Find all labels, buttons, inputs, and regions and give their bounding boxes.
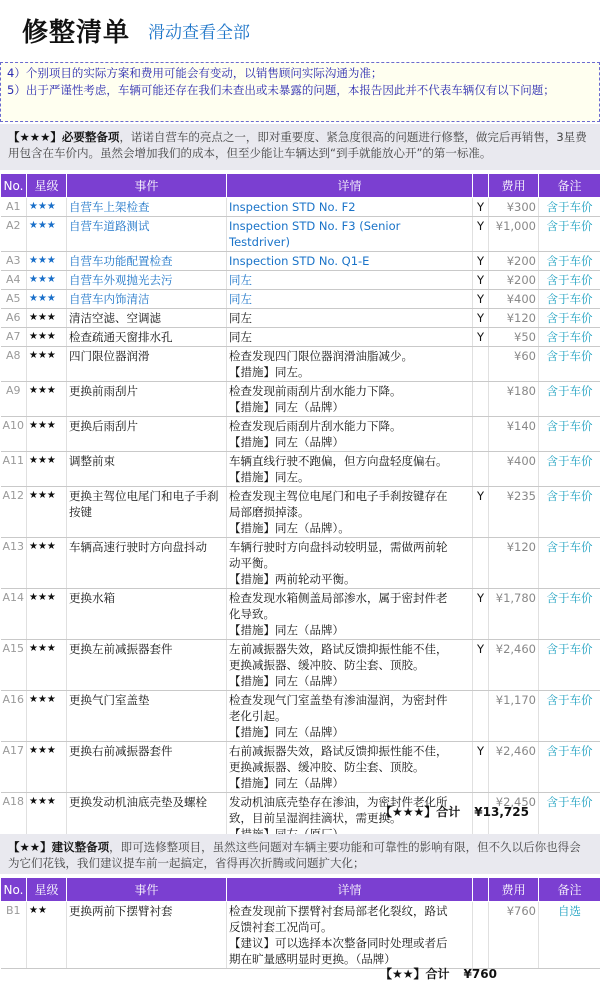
note-label[interactable]: 含于车价 [539,382,600,417]
detail-cell [227,347,473,382]
table-row [1,538,600,589]
flag-y: Y [473,271,489,290]
fee-value: ¥2,460 [489,640,539,691]
table-row [1,198,600,217]
row-number: A9 [1,382,27,417]
detail-line: 发动机油底壳垫存在渗油，为密封件老化所 [229,795,448,809]
star-rating: ★★★ [27,487,67,538]
table-header-row [1,878,600,902]
detail-cell [227,902,473,969]
detail-cell [227,382,473,417]
detail-line: 检查发现后雨刮片刮水能力下降。 [229,419,402,433]
note-label[interactable]: 含于车价 [539,640,600,691]
flag-y [473,691,489,742]
detail-line: 更换减振器、缓冲胶、防尘套、顶胶。 [229,658,425,672]
flag-y: Y [473,198,489,217]
fee-value: ¥180 [489,382,539,417]
detail-line: 【措施】同左（品牌） [229,435,344,449]
table-row [1,487,600,538]
row-number: A11 [1,452,27,487]
event-name[interactable]: 自营车内饰清洁 [67,290,227,309]
flag-y [473,417,489,452]
detail-cell [227,538,473,589]
note-label[interactable]: 含于车价 [539,452,600,487]
col-star: 星级 [27,174,67,198]
note-label[interactable]: 含于车价 [539,252,600,271]
table-row [1,902,600,969]
star-rating: ★★★ [27,589,67,640]
star-rating: ★★★ [27,271,67,290]
event-name: 清洁空滤、空调滤 [67,309,227,328]
detail-line: 【措施】同左（品牌） [229,674,344,688]
fee-value: ¥140 [489,417,539,452]
flag-y: Y [473,487,489,538]
row-number: A12 [1,487,27,538]
star-rating: ★★★ [27,417,67,452]
detail-cell [227,217,473,252]
star-rating: ★★★ [27,793,67,844]
col-fee: 费用 [489,878,539,902]
detail-line: 检查发现气门室盖垫有渗油湿润，为密封件 [229,693,448,707]
fee-value: ¥60 [489,347,539,382]
detail-line: 局部磨损掉漆。 [229,505,310,519]
event-name: 更换左前减振器套件 [67,640,227,691]
detail-line: 致，目前呈湿润挂滴状，需更换。 [229,811,402,825]
detail-line: 车辆直线行驶不跑偏，但方向盘轻度偏右。 [229,454,448,468]
scroll-hint-link[interactable]: 滑动查看全部 [148,22,251,43]
event-name: 更换水箱 [67,589,227,640]
detail-line: Inspection STD No. F3 (Senior [229,219,401,233]
note-label[interactable]: 含于车价 [539,538,600,589]
col-star: 星级 [27,878,67,902]
event-name: 检查疏通天窗排水孔 [67,328,227,347]
section1-intro-title: 【★★★】必要整备项 [8,130,120,144]
section2-total [380,965,600,982]
detail-line: 【措施】同左。 [229,365,310,379]
flag-y [473,538,489,589]
note-label[interactable]: 含于车价 [539,793,600,844]
detail-line: 【措施】同左。 [229,470,310,484]
event-name[interactable]: 自营车功能配置检查 [67,252,227,271]
note-label[interactable]: 含于车价 [539,691,600,742]
star-rating: ★★★ [27,328,67,347]
col-detail: 详情 [227,174,473,198]
detail-line: 同左 [229,273,252,287]
table-row [1,640,600,691]
table-row [1,742,600,793]
fee-value: ¥120 [489,309,539,328]
col-flag [473,878,489,902]
col-note: 备注 [539,878,600,902]
table-row [1,452,600,487]
col-event: 事件 [67,174,227,198]
flag-y: Y [473,742,489,793]
detail-line: 老化引起。 [229,709,287,723]
note-label[interactable]: 含于车价 [539,742,600,793]
row-number: A8 [1,347,27,382]
note-label[interactable]: 含于车价 [539,589,600,640]
star-rating: ★★★ [27,290,67,309]
event-name: 更换发动机油底壳垫及螺栓 [67,793,227,844]
flag-y: Y [473,589,489,640]
note-label[interactable]: 含于车价 [539,347,600,382]
fee-value: ¥1,170 [489,691,539,742]
fee-value: ¥2,460 [489,742,539,793]
table-row [1,328,600,347]
detail-cell [227,742,473,793]
section2-intro [0,834,600,874]
detail-line: 检查发现前下摆臂衬套局部老化裂纹，路试 [229,904,448,918]
row-number: A4 [1,271,27,290]
table-row [1,309,600,328]
detail-line: 反馈衬套工况尚可。 [229,920,333,934]
note-5: 5）出于严谨性考虑，车辆可能还存在我们未查出或未暴露的问题，本报告因此并不代表车辆仅有以下问题； [7,83,555,97]
note-label[interactable]: 含于车价 [539,271,600,290]
flag-y: Y [473,309,489,328]
detail-line: 【措施】同左（品牌）。 [229,521,350,535]
star-rating: ★★★ [27,382,67,417]
section2-total-label: 【★★】合计 [380,967,450,981]
col-note: 备注 [539,174,600,198]
row-number: A15 [1,640,27,691]
note-4: 4）个别项目的实际方案和费用可能会有变动，以销售顾问实际沟通为准； [7,66,383,80]
fee-value: ¥120 [489,538,539,589]
star-rating: ★★★ [27,742,67,793]
section1-intro [0,124,600,170]
flag-y [473,382,489,417]
col-event: 事件 [67,878,227,902]
detail-line: 动平衡。 [229,556,275,570]
star-rating: ★★★ [27,309,67,328]
event-name: 更换气门室盖垫 [67,691,227,742]
event-name: 更换右前减振器套件 [67,742,227,793]
star-rating: ★★★ [27,198,67,217]
detail-line: 同左 [229,330,252,344]
flag-y [473,347,489,382]
event-name: 更换两前下摆臂衬套 [67,902,227,969]
event-name[interactable]: 自营车道路测试 [67,217,227,252]
row-number: A6 [1,309,27,328]
detail-line: 【措施】同左（品牌） [229,725,344,739]
col-fee: 费用 [489,174,539,198]
star-rating: ★★★ [27,691,67,742]
star-rating: ★★★ [27,640,67,691]
note-label[interactable]: 含于车价 [539,417,600,452]
table-row [1,271,600,290]
table-header-row [1,174,600,198]
flag-y: Y [473,290,489,309]
detail-line: 【建议】可以选择本次整备同时处理或者后 [229,936,448,950]
detail-cell [227,452,473,487]
star-rating: ★★★ [27,252,67,271]
detail-line: Testdriver) [229,235,290,249]
table-row [1,217,600,252]
detail-cell [227,290,473,309]
row-number: A3 [1,252,27,271]
optional-items-table [0,877,600,969]
star-rating: ★★★ [27,347,67,382]
detail-line: 期在旷量感明显时更换。（品牌） [229,952,396,966]
table-row [1,252,600,271]
row-number: B1 [1,902,27,969]
detail-cell [227,691,473,742]
event-name: 更换主驾位电尾门和电子手刹按键 [67,487,227,538]
detail-line: Inspection STD No. Q1-E [229,254,370,268]
detail-line: 左前减振器失效，路试反馈抑振性能不佳， [229,642,448,656]
detail-line: Inspection STD No. F2 [229,200,356,214]
detail-cell [227,252,473,271]
note-label[interactable]: 含于车价 [539,217,600,252]
detail-line: 同左 [229,292,252,306]
section1-total [380,803,600,820]
detail-cell [227,309,473,328]
event-name: 四门限位器润滑 [67,347,227,382]
flag-y: Y [473,640,489,691]
note-label[interactable]: 含于车价 [539,487,600,538]
row-number: A2 [1,217,27,252]
event-name: 更换前雨刮片 [67,382,227,417]
fee-value: ¥1,780 [489,589,539,640]
notes-box [0,62,600,122]
col-detail: 详情 [227,878,473,902]
detail-line: 【措施】同左（品牌） [229,776,344,790]
fee-value: ¥1,000 [489,217,539,252]
detail-line: 【措施】两前轮动平衡。 [229,572,356,586]
flag-y [473,452,489,487]
table-row [1,589,600,640]
section2-total-value: ¥760 [463,967,497,981]
event-name: 更换后雨刮片 [67,417,227,452]
detail-line: 【措施】同左（品牌） [229,623,344,637]
flag-y [473,902,489,969]
col-flag [473,174,489,198]
detail-line: 检查发现主驾位电尾门和电子手刹按键存在 [229,489,448,503]
fee-value: ¥760 [489,902,539,969]
row-number: A16 [1,691,27,742]
detail-line: 检查发现水箱侧盖局部渗水，属于密封件老 [229,591,448,605]
row-number: A7 [1,328,27,347]
fee-value: ¥300 [489,198,539,217]
fee-value: ¥200 [489,252,539,271]
note-label[interactable]: 含于车价 [539,198,600,217]
event-name[interactable]: 自营车外观抛光去污 [67,271,227,290]
note-label[interactable]: 自选 [539,902,600,969]
row-number: A5 [1,290,27,309]
row-number: A13 [1,538,27,589]
col-no: No. [1,878,27,902]
section1-total-label: 【★★★】合计 [380,805,461,819]
detail-cell [227,328,473,347]
row-number: A10 [1,417,27,452]
section1-total-value: ¥13,725 [474,805,529,819]
fee-value: ¥235 [489,487,539,538]
detail-cell [227,640,473,691]
table-row [1,347,600,382]
star-rating: ★★★ [27,452,67,487]
detail-line: 更换减振器、缓冲胶、防尘套、顶胶。 [229,760,425,774]
detail-line: 右前减振器失效，路试反馈抑振性能不佳， [229,744,448,758]
note-label[interactable]: 含于车价 [539,328,600,347]
table-row [1,382,600,417]
required-items-table [0,173,600,844]
event-name[interactable]: 自营车上架检查 [67,198,227,217]
detail-line: 车辆行驶时方向盘抖动较明显，需做两前轮 [229,540,448,554]
detail-cell [227,487,473,538]
page-header [0,0,600,60]
section1-intro-text: ，诺诺自营车的亮点之一，即对重要度、紧急度很高的问题进行修整，做完后再销售，3星费用包含在车价内。虽然会增加我们的成本，但至少能让车辆达到“到手就能放心开”的第一标准。 [8,130,587,160]
fee-value: ¥50 [489,328,539,347]
detail-line: 化导致。 [229,607,275,621]
flag-y: Y [473,217,489,252]
detail-cell [227,198,473,217]
table-row [1,417,600,452]
fee-value: ¥400 [489,290,539,309]
star-rating: ★★ [27,902,67,969]
note-label[interactable]: 含于车价 [539,290,600,309]
page-title: 修整清单 [22,17,131,48]
detail-cell [227,271,473,290]
flag-y: Y [473,328,489,347]
row-number: A1 [1,198,27,217]
event-name: 调整前束 [67,452,227,487]
flag-y: Y [473,252,489,271]
star-rating: ★★★ [27,217,67,252]
note-label[interactable]: 含于车价 [539,309,600,328]
fee-value: ¥200 [489,271,539,290]
table-row [1,290,600,309]
fee-value: ¥2,450 [489,793,539,844]
table-row [1,691,600,742]
event-name: 车辆高速行驶时方向盘抖动 [67,538,227,589]
section2-intro-text: ，即可选修整项目，虽然这些问题对车辆主要功能和可靠性的影响有限，但不久以后你也得会为它们花钱，我们建议提车前一起搞定，省得再次折腾或问题扩大化； [8,840,581,870]
row-number: A17 [1,742,27,793]
detail-line: 检查发现四门限位器润滑油脂减少。 [229,349,413,363]
col-no: No. [1,174,27,198]
detail-cell [227,589,473,640]
fee-value: ¥400 [489,452,539,487]
star-rating: ★★★ [27,538,67,589]
section2-intro-title: 【★★】建议整备项 [8,840,110,854]
detail-line: 同左 [229,311,252,325]
row-number: A14 [1,589,27,640]
detail-cell [227,417,473,452]
row-number: A18 [1,793,27,844]
detail-line: 【措施】同左（品牌） [229,400,344,414]
detail-line: 检查发现前雨刮片刮水能力下降。 [229,384,402,398]
